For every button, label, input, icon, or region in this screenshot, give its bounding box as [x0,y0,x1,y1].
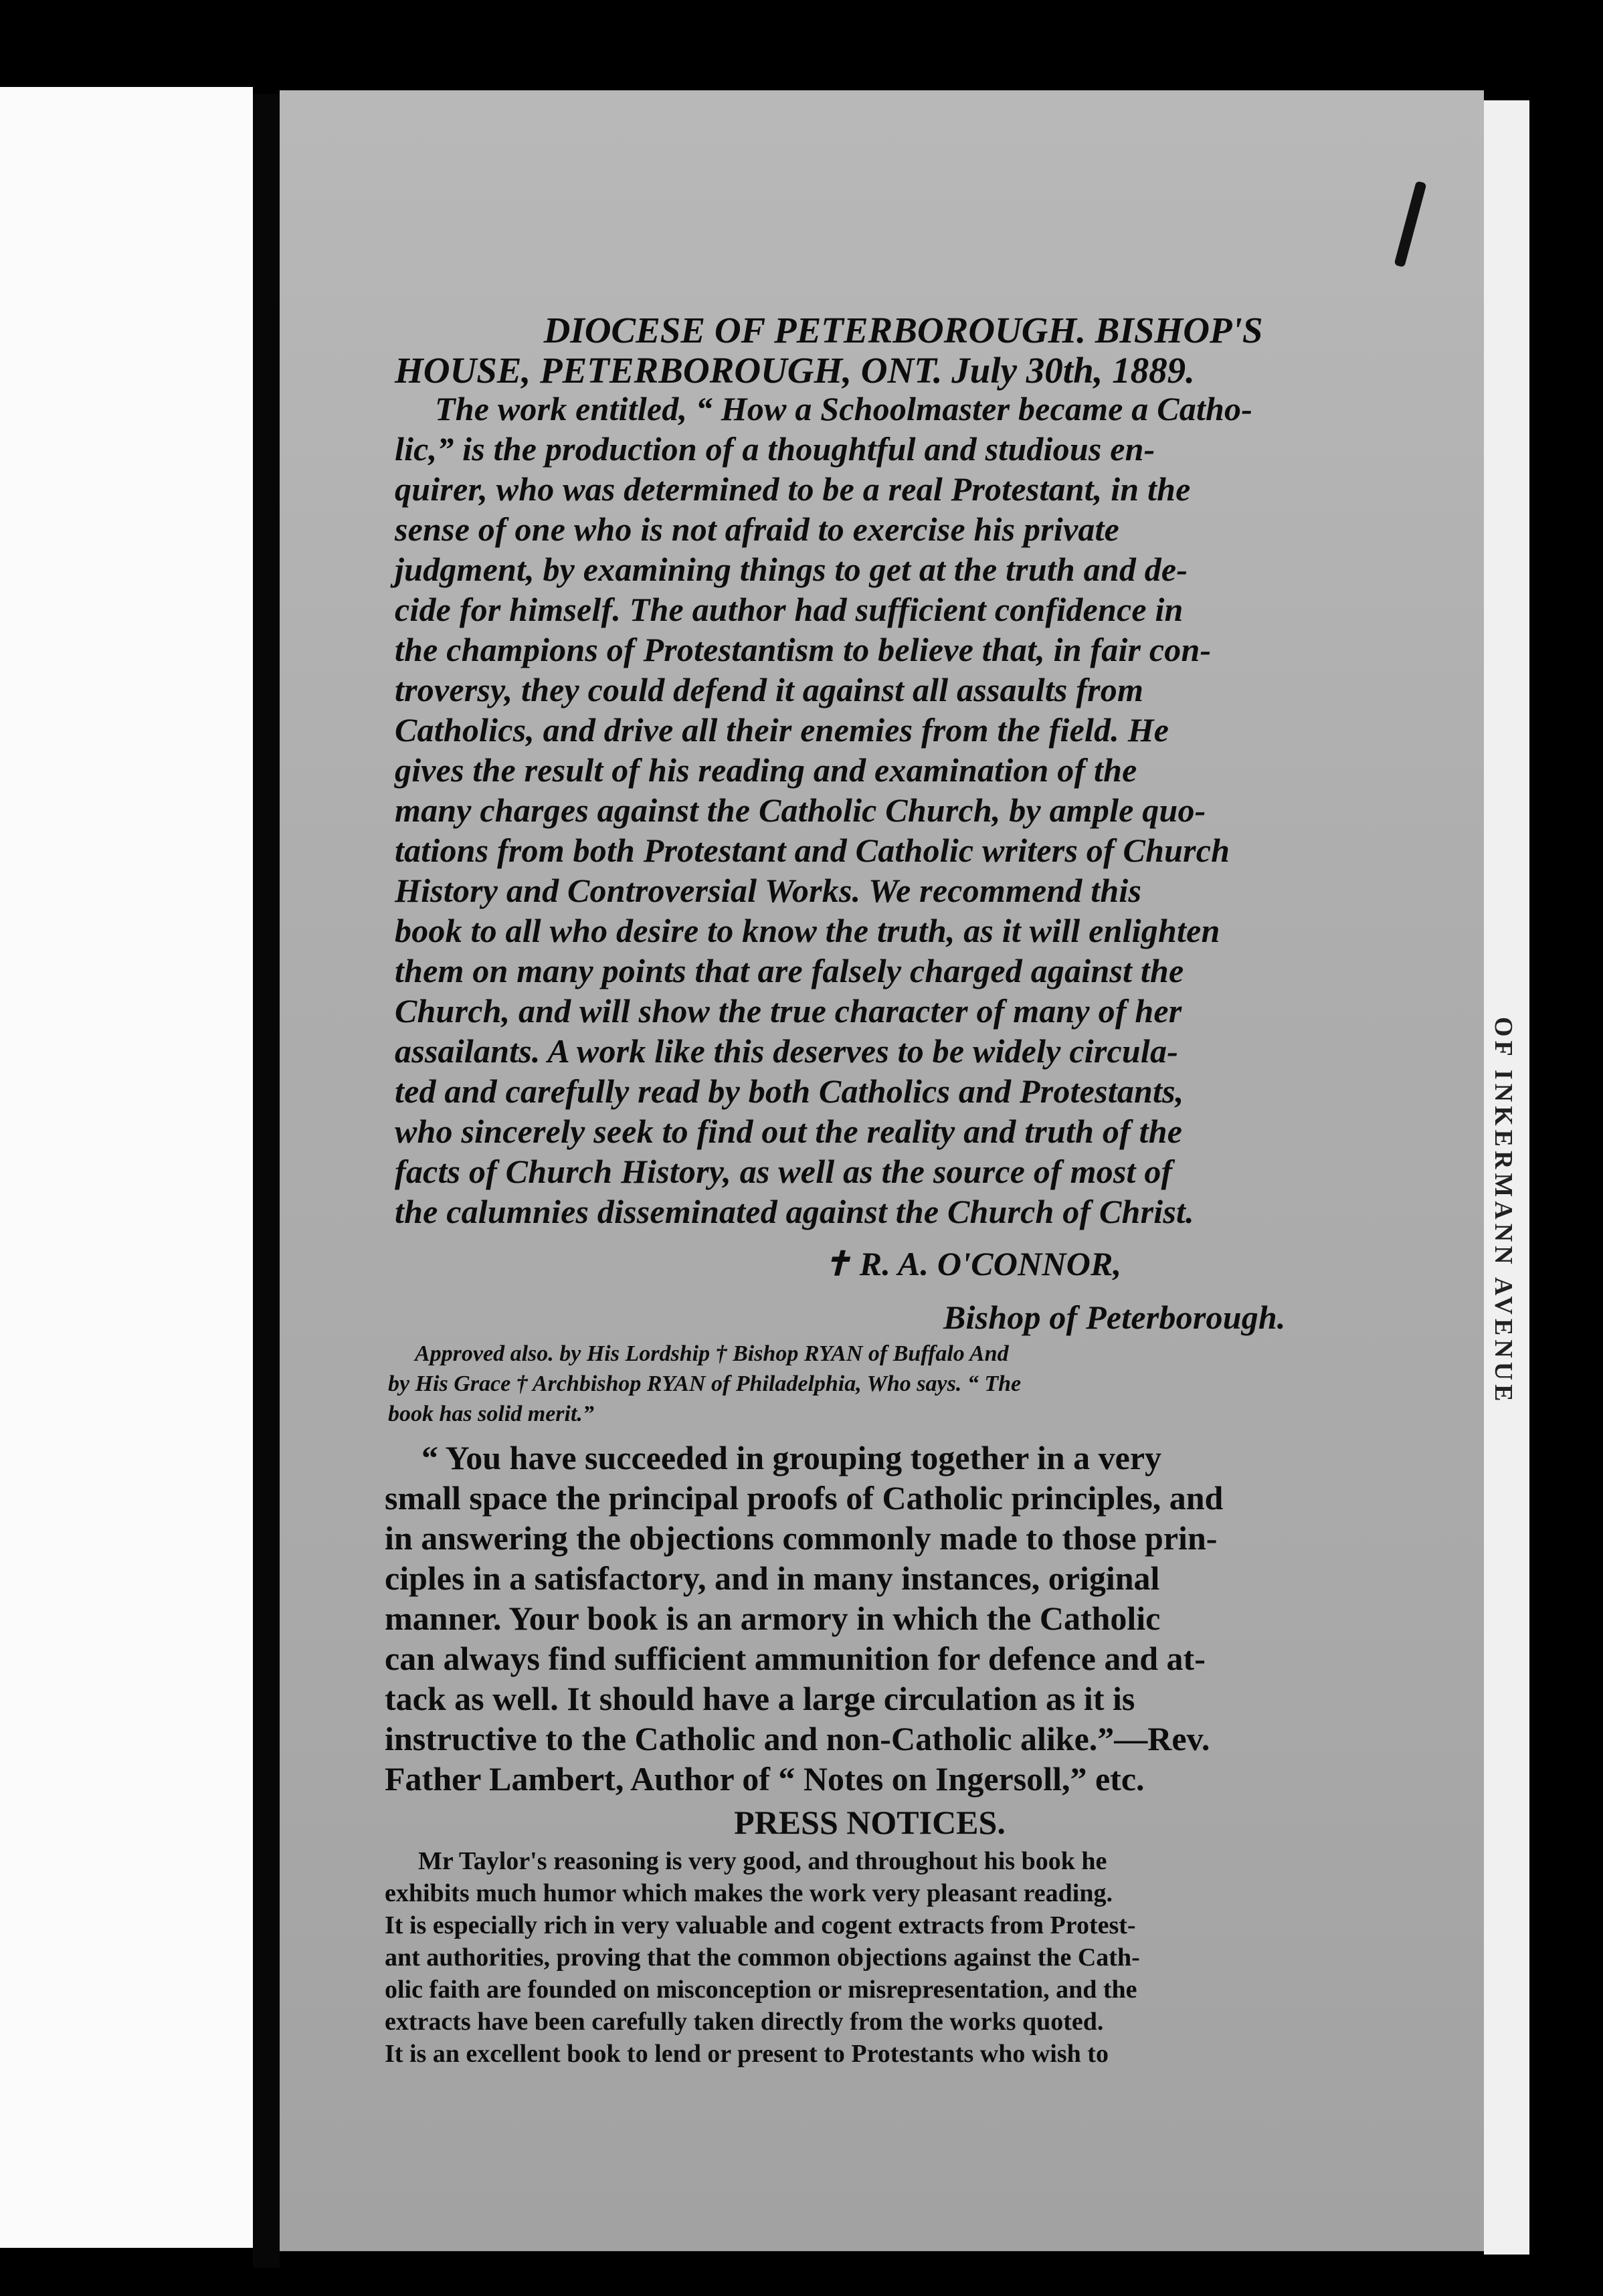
endorsement-line: troversy, they could defend it against all assaults from [395,671,1144,708]
press-line: olic faith are founded on misconception or misrepresentation, and the [385,1976,1137,2004]
endorsement-line: them on many points that are falsely charged against the [395,952,1184,989]
press-line: It is an excellent book to lend or present to Protestants who wish to [385,2040,1109,2068]
quote-line: ciples in a satisfactory, and in many instances, original [385,1559,1160,1597]
signature-name: ✝ R. A. O'CONNOR, [823,1245,1122,1282]
press-line: extracts have been carefully taken directly from the works quoted. [385,2008,1104,2036]
endorsement-line: Church, and will show the true character of many of her [395,992,1182,1030]
approval-line: Approved also. by His Lordship † Bishop RYAN of Buffalo And [415,1341,1009,1366]
header-line: HOUSE, PETERBOROUGH, ONT. July 30th, 1889. [395,350,1195,391]
endorsement-line: tations from both Protestant and Catholic writers of Church [395,832,1230,869]
press-line: Mr Taylor's reasoning is very good, and throughout his book he [418,1847,1107,1875]
endorsement-line: the calumnies disseminated against the Church of Christ. [395,1193,1194,1230]
approval-line: book has solid merit.” [388,1402,594,1426]
endorsement-line: judgment, by examining things to get at the truth and de- [395,551,1188,588]
endorsement-line: cide for himself. The author had sufficient confidence in [395,591,1184,628]
endorsement-line: History and Controversial Works. We recommend this [395,872,1142,909]
signature-title: Bishop of Peterborough. [943,1299,1286,1336]
endorsement-line: many charges against the Catholic Church, by ample quo- [395,791,1206,829]
press-line: It is especially rich in very valuable and cogent extracts from Protest- [385,1911,1136,1939]
quote-line: can always find sufficient ammunition for defence and at- [385,1640,1206,1677]
press-line: exhibits much humor which makes the work very pleasant reading. [385,1879,1113,1907]
facing-blank-page [0,87,253,2248]
endorsement-line: ted and carefully read by both Catholics and Protestants, [395,1072,1184,1110]
book-gutter [253,94,280,2268]
approval-line: by His Grace † Archbishop RYAN of Philadelphia, Who says. “ The [388,1371,1022,1396]
endorsement-line: sense of one who is not afraid to exercise his private [395,510,1120,548]
endorsement-line: book to all who desire to know the truth, as it will enlighten [395,912,1220,949]
endorsement-line: The work entitled, “ How a Schoolmaster became a Catho- [435,390,1253,427]
endorsement-line: facts of Church History, as well as the source of most of [395,1153,1173,1190]
endorsement-line: lic,” is the production of a thoughtful and studious en- [395,430,1155,468]
quote-line: Father Lambert, Author of “ Notes on Ingersoll,” etc. [385,1760,1145,1798]
press-line: ant authorities, proving that the common objections against the Cath- [385,1943,1140,1972]
header-line: DIOCESE OF PETERBOROUGH. BISHOP'S [543,310,1263,351]
endorsement-line: who sincerely seek to find out the reality and truth of the [395,1113,1183,1150]
quote-line: “ You have succeeded in grouping together in a very [421,1439,1162,1476]
endorsement-line: assailants. A work like this deserves to be widely circula- [395,1032,1179,1070]
quote-line: tack as well. It should have a large circulation as it is [385,1680,1135,1717]
endorsement-line: the champions of Protestantism to believe that, in fair con- [395,631,1212,668]
quote-line: small space the principal proofs of Catholic principles, and [385,1479,1224,1517]
quote-line: instructive to the Catholic and non-Catholic alike.”—Rev. [385,1720,1210,1757]
quote-line: manner. Your book is an armory in which the Catholic [385,1600,1161,1637]
quote-line: in answering the objections commonly made to those prin- [385,1519,1218,1557]
spine-label-text: OF INKERMANN AVENUE [1489,1017,1517,1406]
spine-label [1489,1017,1522,1485]
endorsement-line: Catholics, and drive all their enemies from the field. He [395,711,1169,749]
press-heading: PRESS NOTICES. [734,1804,1006,1841]
endorsement-line: quirer, who was determined to be a real Protestant, in the [395,470,1191,508]
endorsement-line: gives the result of his reading and examination of the [395,751,1137,789]
